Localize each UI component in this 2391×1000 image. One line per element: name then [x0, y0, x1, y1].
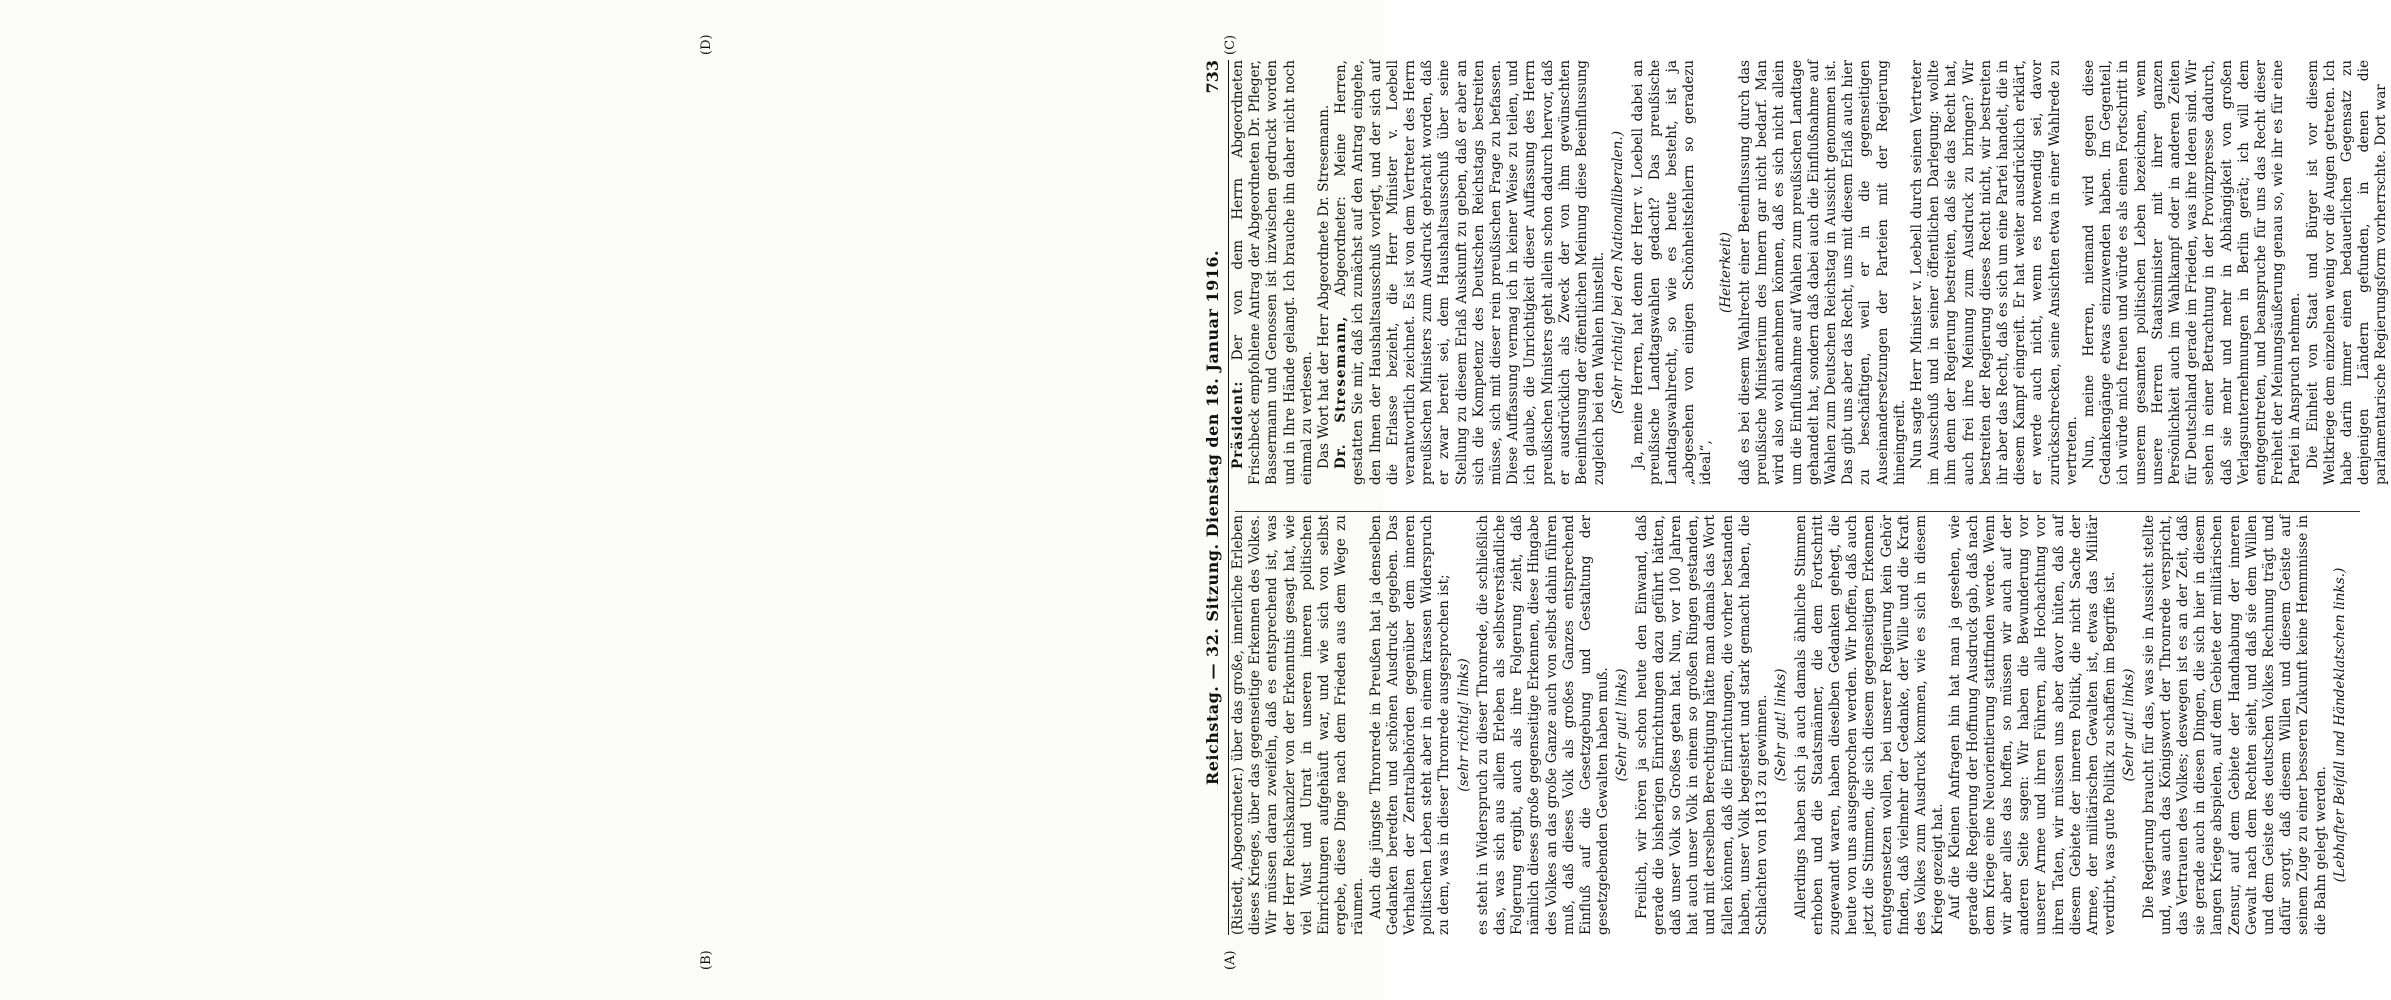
- right-paragraph-3: [1333, 60, 1608, 485]
- left-paragraph-5: Allerdings haben sich ja auch damals ähnliche Stimmen erhoben und die Staatsmänner, die dem Fortschritt zugewandt waren, haben dieselben Gedanken gehegt, die heute von uns ausgesprochen werden. Wir hoffen, daß auch jetzt die Stimmen, die sich diesem gegenseitigen Erkennen entgegensetzen wollen, bei unserer Regierung kein Gehör finden, daß vielmehr der Gedanke, der Wille und die Kraft des Volkes zum Ausdruck kommen, wie es sich in diesem Kriege gezeigt hat.: [1792, 515, 1947, 935]
- left-paragraph-1: (Ristedt, Abgeordneter.) über das große, innerliche Erleben dieses Krieges, über das gegenseitige Erkennen des Volkes. Wir müssen daran zweifeln, daß es entsprechend ist, was der Herr Reichskanzler von der Erkenntnis gesagt hat, wie viel Wust und Unrat in unseren inneren politischen Einrichtungen aufgehäuft war, und wie sich von selbst ergebe, diese Dinge nach dem Frieden aus dem Wege zu räumen.: [1230, 515, 1367, 935]
- left-reaction-1: (sehr richtig! links): [1455, 658, 1472, 792]
- right-paragraph-7: Nun, meine Herren, niemand wird gegen diese Gedankengänge etwas einzuwenden haben. Im Gegenteil, ich würde mich freuen und würde es als einen Fortschritt in unserem gesamten politischen Leben bezeichnen, wenn unsere Herren Staatsminister mit ihrer ganzen Persönlichkeit auch im Wahlkampf oder in anderen Zeiten für Deutschland gerade im Frieden, was ihre Ideen sind. Wir sehen in einer Betrachtung in der Provinzpresse dadurch, daß sie mehr und mehr in Abhängigkeit von großen Verlagsunternehmungen in Berlin gerät; ich will dem entgegentreten, und beanspruche für uns das Recht dieser Freiheit der Meinungsäußerung genau so, wie ihr es für eine Partei in Anspruch nehmen.: [2080, 60, 2304, 485]
- left-paragraph-3: es steht in Widerspruch zu dieser Thronrede, die schließlich das, was sich aus allem Erleben als selbstverständliche Folgerung ergibt, auch als ihre Folgerung zieht, daß nämlich dieses große gegenseitige Erkennen, diese Hingabe des Volkes an das große Ganze auch von selbst dahin führen muß, daß dieses Volk als großes Ganzes entsprechend Einfluß auf die Gesetzgebung und Gestaltung der gesetzgebenden Gewalten haben muß.: [1474, 515, 1612, 935]
- page-title: Reichstag. — 32. Sitzung. Dienstag den 18. Januar 1916.: [1203, 249, 1222, 786]
- page-number: 733: [1203, 60, 1222, 94]
- left-reaction-2: (Sehr gut! links): [1614, 668, 1631, 782]
- right-reaction-2: (Heiterkeit): [1717, 232, 1734, 313]
- stresemann-text: Abgeordneter: Meine Herren, gestatten Sie mir, daß ich zunächst auf den Antrag eingehe, den Ihnen der Haushaltsausschuß vorlegt, und der sich auf die Erlasse bezieht, die Herr Minister v. Loebell verantwortlich zeichnet. Es ist von dem Vertreter des Herrn preußischen Ministers zum Ausdruck gebracht worden, daß er zwar bereit sei, dem Haushaltsausschuß über seine Stellung zu diesem Erlaß Auskunft zu geben, daß er aber an sich die Kompetenz des Deutschen Reichstags bestreiten müsse, sich mit dieser rein preußischen Frage zu befassen. Diese Auffassung vermag ich in keiner Weise zu teilen, und ich glaube, die Unrichtigkeit dieser Auffassung des Herrn preußischen Ministers geht allein schon dadurch hervor, daß er ausdrücklich als Zweck der von ihm gewünschten Beeinflussung der öffentlichen Meinung diese Beeinflussung zugleich bei den Wahlen hinstellt.: [1333, 60, 1608, 485]
- right-paragraph-5: daß es bei diesem Wahlrecht einer Beeinflussung durch das preußische Ministerium des Innern gar nicht bedarf. Man wird also wohl annehmen können, daß es sich nicht allein um die Einflußnahme auf Wahlen zum preußischen Landtage gehandelt hat, sondern daß dabei auch die Einflußnahme auf Wahlen zum Deutschen Reichstag in Aussicht genommen ist. Das gibt uns aber das Recht, uns mit diesem Erlaß auch hier zu beschäftigen, weil er in die gegenseitigen Auseinandersetzungen der Parteien mit der Regierung hineingreift.: [1736, 60, 1908, 485]
- margin-mark-b: (B): [699, 950, 714, 970]
- president-text: Der von dem Herrn Abgeordneten Frischbeck empfohlene Antrag der Abgeordneten Dr. Pfleger, Bassermann und Genossen ist inzwischen gedruckt worden und in Ihre Hände gelangt. Ich brauche ihn daher nicht noch einmal zu verlesen.: [1230, 60, 1315, 485]
- page-header: [1204, 60, 1229, 935]
- speaker-president: Präsident:: [1230, 380, 1246, 469]
- column-divider: [1235, 511, 2360, 512]
- left-reaction-3: (Sehr gut! links): [1773, 668, 1790, 782]
- margin-mark-a: (A): [1223, 950, 1238, 970]
- margin-mark-c: (C): [1223, 34, 1238, 55]
- right-reaction-1: (Sehr richtig! bei den Nationalliberalen.): [1610, 131, 1627, 414]
- right-paragraph-8: Die Einheit von Staat und Bürger ist vor diesem Weltkriege dem einzelnen wenig vor die Augen getreten. Ich habe darin immer einen bedauerlichen Gegensatz zu denjenigen Ländern gefunden, in denen die parlamentarische Regierungsform vorherrschte. Dort war: [2304, 60, 2390, 485]
- left-reaction-4: (Sehr gut! links): [2121, 668, 2138, 782]
- left-reaction-5: (Lebhafter Beifall und Händeklatschen links.): [2331, 567, 2348, 883]
- right-paragraph-1: [1230, 60, 1316, 485]
- left-paragraph-4: Freilich, wir hören ja schon heute den Einwand, daß gerade die bisherigen Einrichtungen dazu geführt hätten, daß unser Volk so Großes getan hat. Nun, vor 100 Jahren hat auch unser Volk in einem so großen Ringen gestanden, und mit derselben Berechtigung hätte man damals das Wort fallen können, daß die Einrichtungen, die vorher bestanden haben, unser Volk begeistert und stark gemacht haben, die Schlachten von 1813 zu gewinnen.: [1633, 515, 1771, 935]
- left-column: [1230, 515, 2370, 935]
- margin-mark-d: (D): [699, 34, 714, 55]
- speaker-stresemann: Dr. Stresemann,: [1333, 315, 1350, 469]
- right-paragraph-2: Das Wort hat der Herr Abgeordnete Dr. Stresemann.: [1316, 104, 1333, 469]
- left-paragraph-2: Auch die jüngste Thronrede in Preußen hat ja denselben Gedanken beredten und schönen Ausdruck gegeben. Das Verhalten der Zentralbehörden gegenüber dem inneren politischen Leben steht aber in einem krassen Widerspruch zu dem, was in dieser Thronrede ausgesprochen ist;: [1367, 515, 1453, 935]
- right-paragraph-4: Ja, meine Herren, hat denn der Herr v. Loebell dabei an preußische Landtagswahlen gedacht? Das preußische Landtagswahlrecht, so wie es heute besteht, ist ja „abgesehen von einigen Schönheitsfehlern so geradezu ideal“,: [1629, 60, 1715, 485]
- right-paragraph-6: Nun sagte Herr Minister v. Loebell durch seinen Vertreter im Ausschuß und in seiner öffentlichen Darlegung: wollte ihm denn der Regierung bestreiten, daß sie das Recht hat, auch frei ihre Meinung zum Ausdruck zu bringen? Wir bestreiten der Regierung dieses Recht nicht, wir bestreiten ihr aber das Recht, daß es sich um eine Partei handelt, die in diesem Kampf eingreift. Er hat weiter ausdrücklich erklärt, er werde auch nicht, wenn es notwendig sei, davor zurückschrecken, seine Ansichten etwa in einer Wahlrede zu vertreten.: [1908, 60, 2080, 485]
- right-column: [1230, 60, 2390, 485]
- left-paragraph-6: Auf die Kleinen Anfragen hin hat man ja gesehen, wie gerade die Regierung der Hoffnung Ausdruck gab, daß nach dem Kriege eine Neuorientierung stattfinden werde. Wenn wir aber alles das hoffen, so müssen wir auch auf der anderen Seite sagen: Wir haben die Bewunderung vor unserer Armee und ihren Führern, alle Hochachtung vor ihren Taten, wir müssen uns aber davor hüten, daß auf diesem Gebiete der inneren Politik, die nicht Sache der Armee, der militärischen Gewalten ist, etwas das Militär verdirbt, was gute Politik zu schaffen im Begriffe ist.: [1947, 515, 2119, 935]
- left-paragraph-7: Die Regierung braucht für das, was sie in Aussicht stellte und, was auch das Königswort der Thronrede verspricht, das Vertrauen des Volkes; deswegen ist es an der Zeit, daß sie gerade auch in diesen Dingen, die sich hier in diesem langen Kriege abspielen, auf dem Gebiete der militärischen Zensur, auf dem Gebiete der Handhabung der inneren Gewalt nach dem Rechten sieht, und daß sie dem Willen und dem Geiste des deutschen Volkes Rechnung trägt und dafür sorgt, daß diesem Willen und diesem Geiste auf seinem Zuge zu einer besseren Zukunft keine Hemmnisse in die Bahn gelegt werden.: [2140, 515, 2329, 935]
